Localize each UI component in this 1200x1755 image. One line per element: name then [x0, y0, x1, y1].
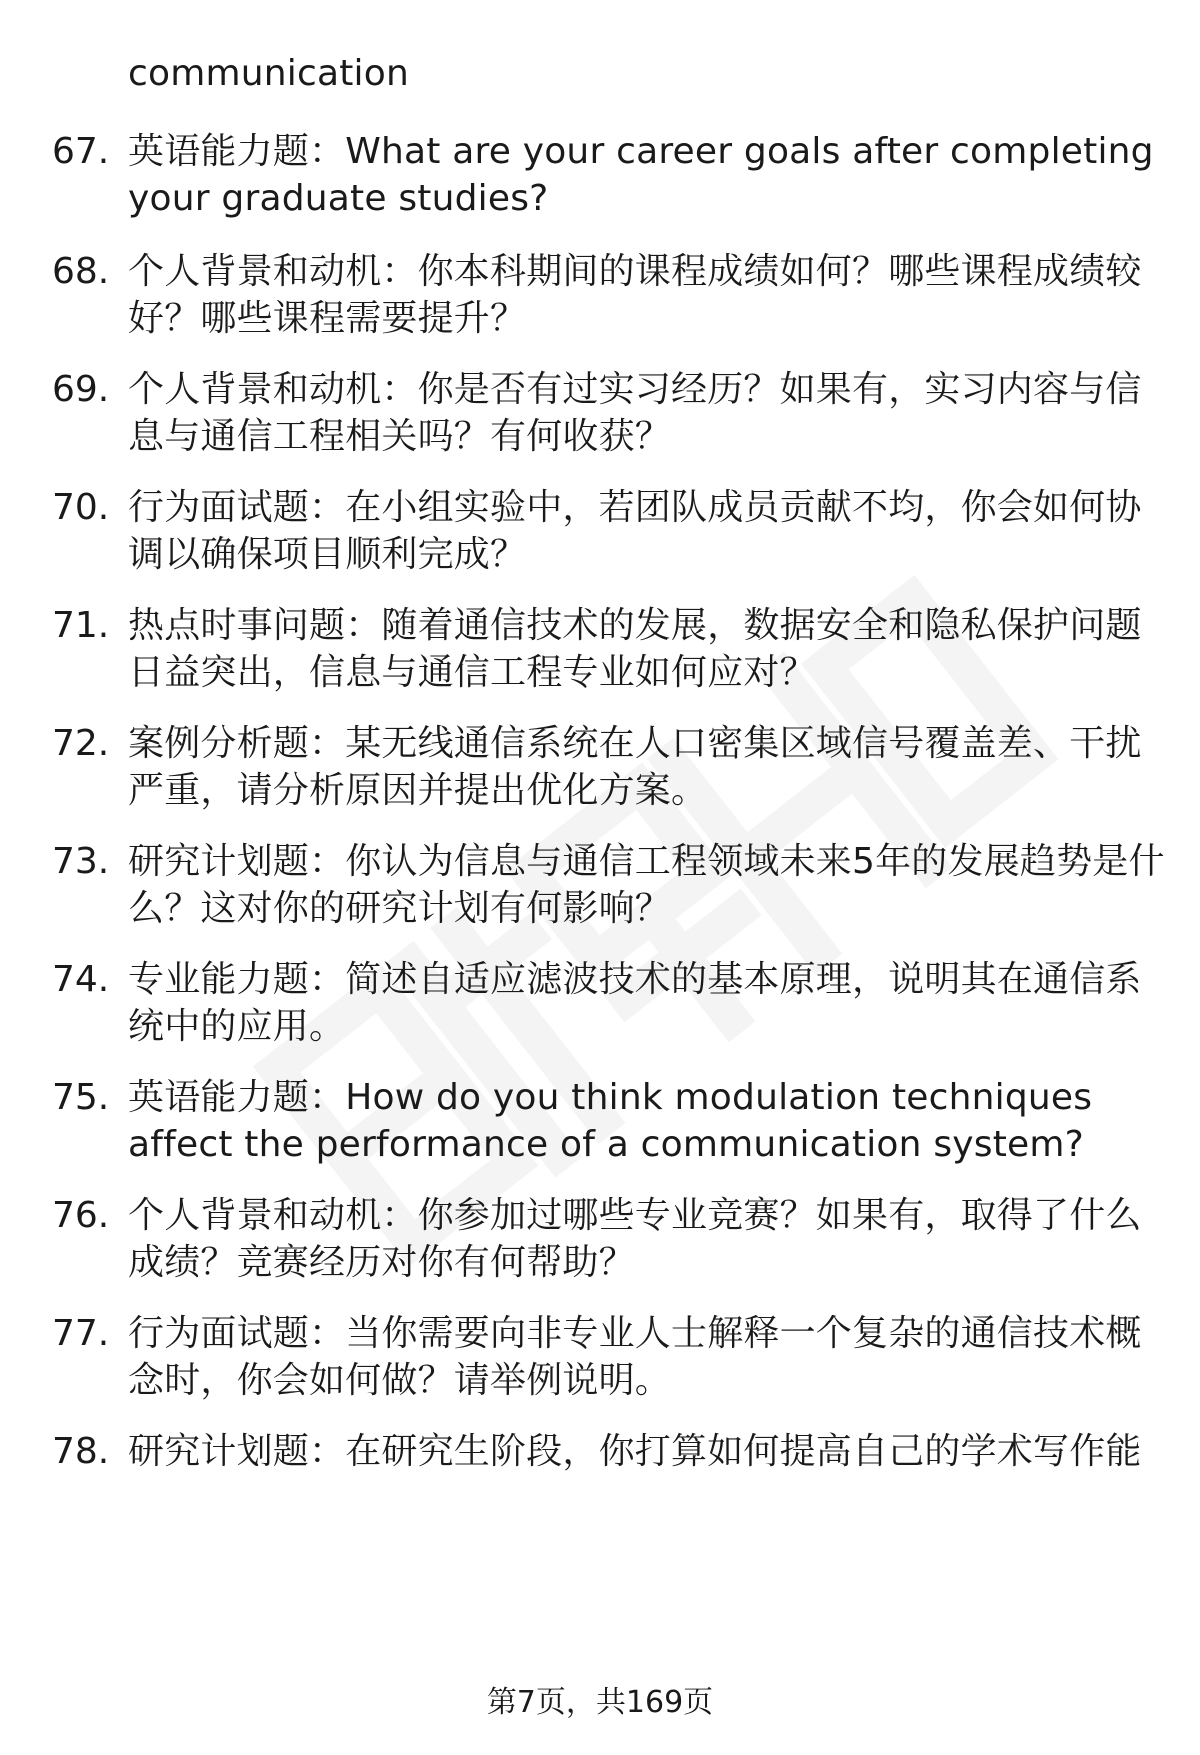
item-number: 76. — [52, 1195, 110, 1236]
item-number: 71. — [52, 605, 110, 646]
item-text-line: 严重，请分析原因并提出优化方案。 — [128, 770, 708, 811]
list-item — [0, 1192, 1200, 1292]
item-text-line: 热点时事问题：随着通信技术的发展，数据安全和隐私保护问题 — [128, 605, 1142, 646]
item-text-line: 个人背景和动机：你本科期间的课程成绩如何？哪些课程成绩较 — [128, 251, 1142, 292]
item-text-line: 行为面试题：当你需要向非专业人士解释一个复杂的通信技术概 — [128, 1313, 1142, 1354]
list-item — [0, 366, 1200, 466]
list-item — [0, 956, 1200, 1056]
item-text-line: affect the performance of a communication system? — [128, 1124, 1084, 1165]
list-item — [0, 248, 1200, 348]
item-number: 78. — [52, 1431, 110, 1472]
item-text-line: 案例分析题：某无线通信系统在人口密集区域信号覆盖差、干扰 — [128, 723, 1142, 764]
item-number: 69. — [52, 369, 110, 410]
item-number: 67. — [52, 131, 110, 172]
item-number: 75. — [52, 1077, 110, 1118]
item-text-line: 息与通信工程相关吗？有何收获？ — [128, 416, 672, 457]
item-text-line: 个人背景和动机：你参加过哪些专业竞赛？如果有，取得了什么 — [128, 1195, 1142, 1236]
list-item — [0, 720, 1200, 820]
item-text-line: 调以确保项目顺利完成？ — [128, 534, 527, 575]
item-text-line: 研究计划题：你认为信息与通信工程领域未来5年的发展趋势是什 — [128, 841, 1165, 882]
item-number: 70. — [52, 487, 110, 528]
item-text-line: your graduate studies? — [128, 178, 549, 219]
item-number: 74. — [52, 959, 110, 1000]
item-text-line: 研究计划题：在研究生阶段，你打算如何提高自己的学术写作能 — [128, 1431, 1142, 1472]
list-item — [0, 602, 1200, 702]
item-text-line: 么？这对你的研究计划有何影响？ — [128, 888, 672, 929]
item-text-line: 日益突出，信息与通信工程专业如何应对？ — [128, 652, 816, 693]
list-item — [0, 838, 1200, 938]
continuation-text: communication — [128, 53, 410, 94]
item-text-line: 个人背景和动机：你是否有过实习经历？如果有，实习内容与信 — [128, 369, 1142, 410]
list-item — [0, 1310, 1200, 1410]
item-number: 77. — [52, 1313, 110, 1354]
item-text-line: 行为面试题：在小组实验中，若团队成员贡献不均，你会如何协 — [128, 487, 1142, 528]
item-text-line: 好？哪些课程需要提升？ — [128, 298, 527, 339]
item-number: 68. — [52, 251, 110, 292]
list-item — [0, 1428, 1200, 1528]
item-text-line: 成绩？竞赛经历对你有何帮助？ — [128, 1242, 635, 1283]
item-text-line: 英语能力题：What are your career goals after completing — [128, 131, 1154, 172]
list-item — [0, 1074, 1200, 1174]
item-number: 72. — [52, 723, 110, 764]
item-number: 73. — [52, 841, 110, 882]
list-item — [0, 128, 1200, 228]
item-text-line: 专业能力题：简述自适应滤波技术的基本原理，说明其在通信系 — [128, 959, 1142, 1000]
page-footer: 第7页，共169页 — [486, 1685, 714, 1720]
item-text-line: 英语能力题：How do you think modulation techniques — [128, 1077, 1093, 1118]
item-text-line: 统中的应用。 — [128, 1006, 346, 1047]
item-text-line: 念时，你会如何做？请举例说明。 — [128, 1360, 672, 1401]
list-item — [0, 484, 1200, 584]
